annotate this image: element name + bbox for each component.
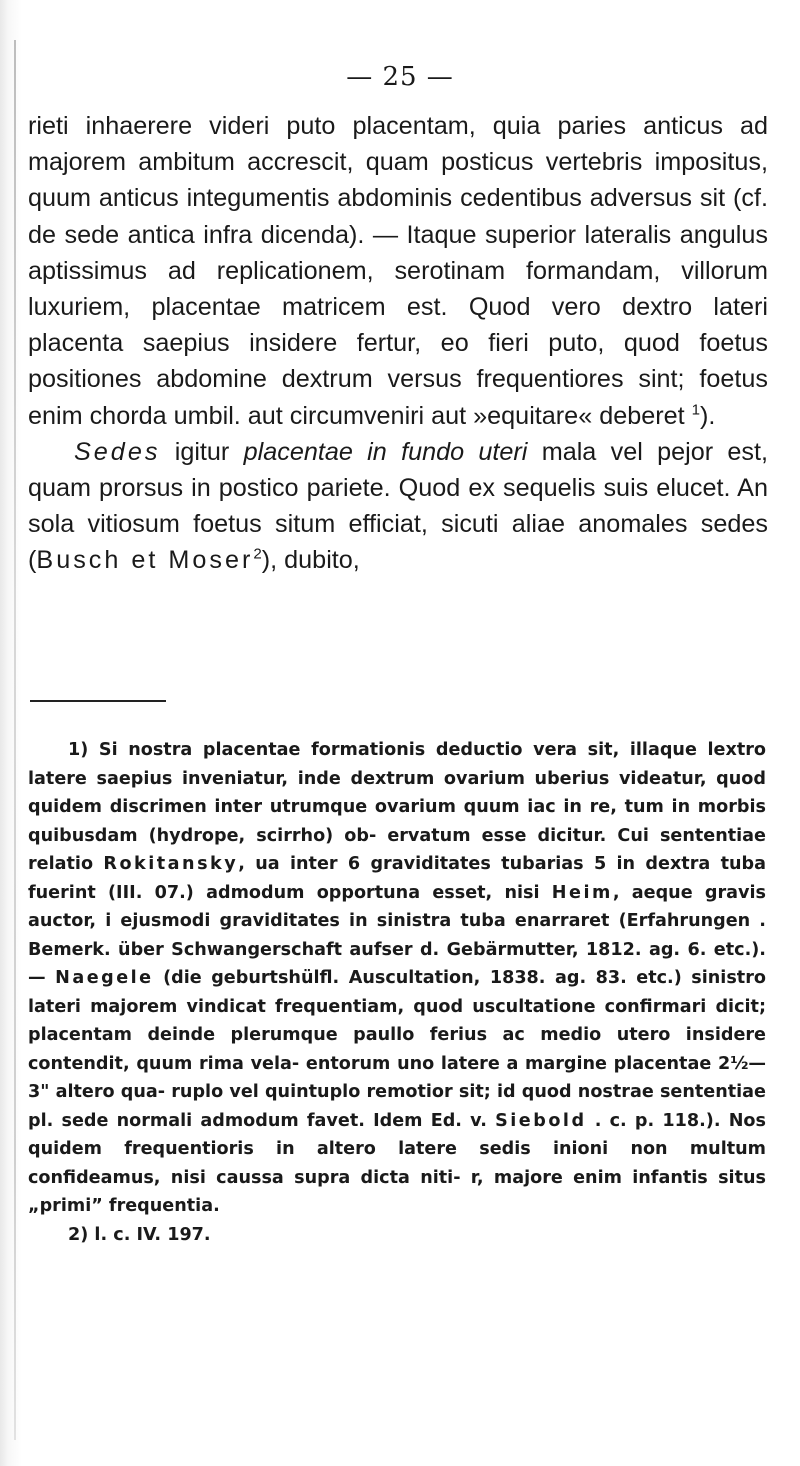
paragraph-1	[28, 108, 768, 434]
author-busch-moser: Busch et Moser	[36, 546, 254, 575]
footnote-1-text-d: (die geburtshülfl. Auscultation, 1838. ag. 83. etc.) sinistro lateri majorem vindicat frequentiam, quod uscultatione confirmari dicit; placentam deinde plerumque paullo ferius ac medio utero insidere contendit, quum rima vela- entorum uno latere a margine placentae 2½—3" altero qua- ruplo vel quintuplo remotior sit; id quod nostrae sententiae pl. sede normali admodum favet. Idem Ed. v.	[28, 968, 766, 1131]
author-rokitansky: Rokitansky	[103, 854, 239, 874]
binding-gutter	[14, 40, 16, 1440]
page-number: — 25 —	[346, 62, 454, 92]
footnote-ref-1: 1	[691, 401, 701, 419]
footnote-2-text: l. c. IV. 197.	[88, 1224, 211, 1245]
footnote-1-text-c: , aeque gravis auctor, i ejusmodi graviditates in sinistra tuba enarraret (Erfahrungen . Bemerk. über Schwangerschaft aufser d. Gebärmutter, 1812. ag. 6. etc.). —	[28, 882, 766, 988]
paragraph-1-end: ).	[700, 401, 716, 430]
paragraph-2-end: ), dubito,	[261, 546, 360, 575]
footnote-1-text-e: . c. p. 118.). Nos quidem frequentioris in altero latere sedis inioni non multum confideamus, nisi caussa supra dicta niti- r, majore enim infantis situs „primi” frequentia.	[28, 1110, 766, 1216]
author-naegele: Naegele	[55, 968, 154, 988]
footnote-1-text-b: , ua inter 6 graviditates tubarias 5 in dextra tuba fuerint (III. 07.) admodum opportuna esset, nisi	[28, 854, 766, 903]
term-placentae-fundo: placentae in fundo uteri	[243, 437, 528, 466]
footnote-1	[28, 736, 766, 1221]
author-siebold: Siebold	[495, 1110, 587, 1131]
footnote-divider	[30, 700, 166, 702]
footnotes	[28, 736, 766, 1249]
footnote-1-marker: 1)	[68, 740, 89, 760]
author-heim: Heim	[551, 882, 613, 903]
footnote-1-text-a: Si nostra placentae formationis deductio vera sit, illaque lextro latere saepius inveniatur, inde dextrum ovarium uberius videatur, quod quidem discrimen inter utrumque ovarium quum iac in re, tum in morbis quibusdam (hydrope, scirrho) ob- ervatum esse dicitur. Cui sententiae relatio	[28, 740, 766, 874]
paragraph-2	[28, 434, 768, 579]
paragraph-2-text-a: igitur	[160, 437, 244, 466]
paragraph-1-text: rieti inhaerere videri puto placentam, quia paries anticus ad majorem ambitum accrescit, quam posticus vertebris impositus, quum anticus integumentis abdominis cedentibus adversus sit (cf. de sede antica infra dicenda). — Itaque superior lateralis angulus aptissimus ad replicationem, serotinam formandam, villorum luxuriem, placentae matricem est. Quod vero dextro lateri placenta saepius insidere fertur, eo fieri puto, quod foetus positiones abdomine dextrum versus frequentiores sint; foetus enim chorda umbil. aut circumveniri aut »equitare« deberet	[28, 112, 768, 430]
paragraph-2-text-b: mala vel pejor est, quam prorsus in postico pariete. Quod ex sequelis suis elucet. An sola vitiosum foetus situm efficiat, sicuti aliae anomales sedes (	[28, 437, 769, 575]
footnote-ref-2: 2	[253, 546, 262, 564]
footnote-2	[28, 1221, 766, 1250]
term-sedes: Sedes	[74, 437, 161, 466]
footnote-2-marker: 2)	[68, 1224, 89, 1245]
main-text	[28, 108, 768, 579]
